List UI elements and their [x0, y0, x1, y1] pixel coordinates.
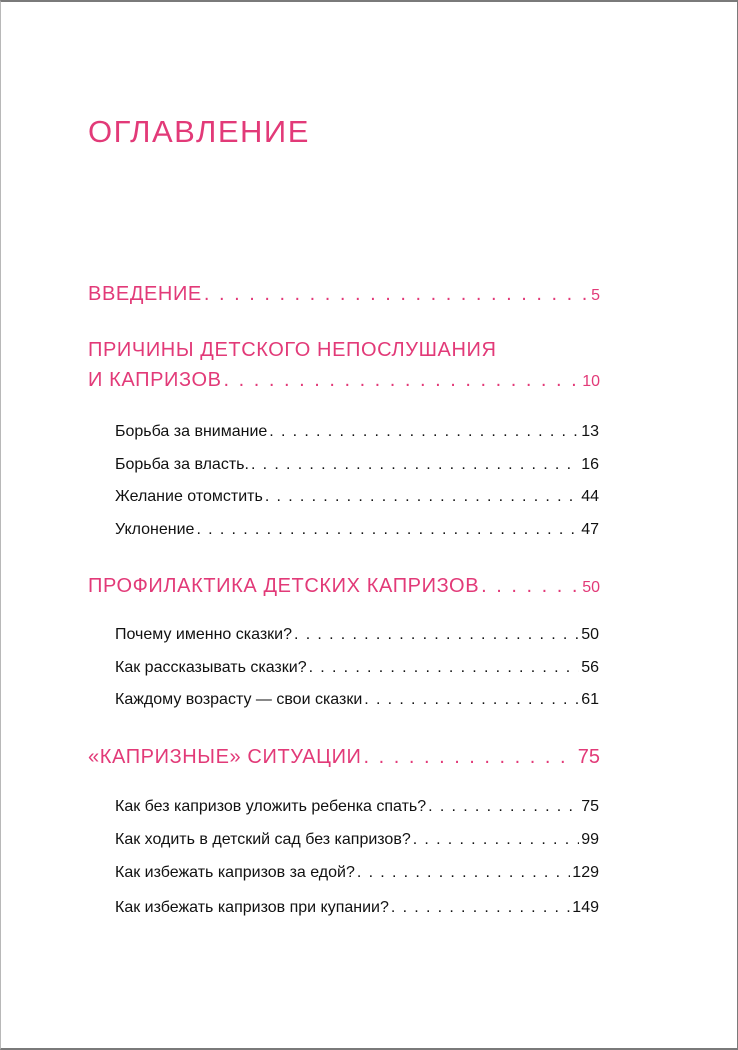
- toc-section-label: И КАПРИЗОВ: [88, 369, 222, 391]
- dot-leader: [391, 899, 570, 917]
- dot-leader: [204, 283, 589, 306]
- toc-entry[interactable]: [115, 831, 599, 849]
- toc-page-number: 5: [591, 287, 600, 304]
- dot-leader: [481, 575, 580, 598]
- toc-page-number: 129: [572, 864, 599, 881]
- toc-entry[interactable]: [115, 899, 599, 917]
- toc-page-number: 99: [581, 831, 599, 848]
- toc-entry-label: Каждому возрасту — свои сказки: [115, 691, 363, 708]
- toc-section-causes-line1[interactable]: ПРИЧИНЫ ДЕТСКОГО НЕПОСЛУШАНИЯ: [88, 339, 497, 361]
- toc-entry[interactable]: [115, 659, 599, 677]
- dot-leader: [294, 626, 579, 644]
- toc-section-prevention[interactable]: [88, 575, 600, 598]
- toc-page-number: 50: [581, 626, 599, 643]
- toc-entry-label: Как избежать капризов при купании?: [115, 899, 389, 916]
- toc-entry[interactable]: [115, 864, 599, 882]
- toc-page-number: 10: [582, 373, 600, 390]
- toc-entry[interactable]: [115, 488, 599, 506]
- toc-entry-label: Борьба за власть.: [115, 456, 249, 473]
- dot-leader: [251, 456, 579, 474]
- dot-leader: [265, 488, 579, 506]
- dot-leader: [428, 798, 579, 816]
- page-title: ОГЛАВЛЕНИЕ: [88, 114, 310, 149]
- toc-page-number: 149: [572, 899, 599, 916]
- toc-page-number: 56: [581, 659, 599, 676]
- dot-leader: [269, 423, 579, 441]
- toc-entry[interactable]: [115, 798, 599, 816]
- toc-section-label: ПРОФИЛАКТИКА ДЕТСКИХ КАПРИЗОВ: [88, 575, 480, 597]
- dot-leader: [364, 691, 579, 709]
- toc-entry-label: Как рассказывать сказки?: [115, 659, 307, 676]
- toc-entry-label: Борьба за внимание: [115, 423, 268, 440]
- toc-entry[interactable]: [115, 521, 599, 539]
- toc-entry[interactable]: [115, 456, 599, 474]
- toc-page-number: 75: [577, 746, 600, 768]
- dot-leader: [224, 369, 581, 392]
- toc-entry[interactable]: [115, 423, 599, 441]
- dot-leader: [364, 746, 576, 769]
- toc-entry-label: Уклонение: [115, 521, 195, 538]
- toc-entry-label: Как ходить в детский сад без капризов?: [115, 831, 411, 848]
- toc-entry-label: Как без капризов уложить ребенка спать?: [115, 798, 427, 815]
- toc-page-number: 75: [581, 798, 599, 815]
- toc-entry-label: Как избежать капризов за едой?: [115, 864, 355, 881]
- toc-section-intro[interactable]: [88, 283, 600, 306]
- toc-section-causes[interactable]: [88, 369, 600, 392]
- toc-page-number: 13: [581, 423, 599, 440]
- toc-page-number: 47: [581, 521, 599, 538]
- toc-section-situations[interactable]: [88, 746, 600, 769]
- toc-entry[interactable]: [115, 626, 599, 644]
- dot-leader: [357, 864, 570, 882]
- toc-page-number: 61: [581, 691, 599, 708]
- toc-section-label: «КАПРИЗНЫЕ» СИТУАЦИИ: [88, 746, 362, 768]
- toc-entry[interactable]: [115, 691, 599, 709]
- dot-leader: [196, 521, 579, 539]
- toc-entry-label: Желание отомстить: [115, 488, 263, 505]
- toc-section-label: ВВЕДЕНИЕ: [88, 283, 202, 305]
- toc-page-number: 44: [581, 488, 599, 505]
- toc-page-number: 50: [582, 579, 600, 596]
- toc-page-number: 16: [581, 456, 599, 473]
- toc-entry-label: Почему именно сказки?: [115, 626, 292, 643]
- dot-leader: [413, 831, 579, 849]
- dot-leader: [309, 659, 580, 677]
